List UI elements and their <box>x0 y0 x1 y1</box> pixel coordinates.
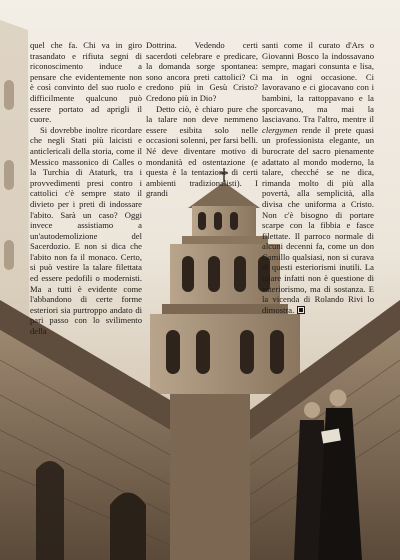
paragraph: Si dovrebbe inoltre ricordare che negli Stati più laicisti e anticlericali della storia, come il Messico massonico di Calles o la Turchia di Ataturk, tra i provvedimenti presi contro i cattolici c'è sempre stato il divieto per i preti di indossare l'abito. Sarà un caso? Oggi invece assistiamo a un'autodemolizione del Sacerdozio. E non si dica che l'abito non fa il monaco. Certo, si può vestire la talare filettata ed essere pedofili o modernisti. Ma a tutti è evidente come l'abbandono di certe forme esteriori sia purtroppo andato di pari passo con lo svilimento della <box>30 124 142 337</box>
italic-term: clergymen <box>262 124 298 135</box>
paragraph: Dottrina. Vedendo certi sacerdoti celebrare e predicare, la domanda sorge spontanea: sono ancora preti cattolici? Ci credono più in Gesù Cristo? Credono più in Dio? <box>146 40 258 103</box>
paragraph: Detto ciò, è chiaro pure che la talare non deve nemmeno essere esibita solo nelle occasioni solenni, per farsi belli. Né deve diventare motivo di mondanità ed ostentazione (e questa è la tentazione di certi ambienti tradizionalisti). I grandi <box>146 103 258 199</box>
text-column-2 <box>146 40 258 199</box>
text-run: rende il prete quasi un professionista elegante, un burocrate del sacro pienamente adattato al mondo moderno, la talare, checché se ne dica, rimanda molto di più alla povertà, alla semplicità, alla divisa che uniforma a Cristo. Non c'è bisogno di portare scarpe con la fibbia e fasce filettate. Il parroco normale di alcuni decenni fa, come un don Camillo qualsiasi, non si curava di questi esteriorismi inutili. La talare infatti non è questione di esteriorismo, ma di sostanza. E la vicenda di Rolando Rivi lo dimostra. <box>262 124 374 315</box>
paragraph: quel che fa. Chi va in giro trasandato e rifiuta segni di riconoscimento induce a pensare che evidentemente non è così convinto del suo ruolo e difficilmente qualcuno può essere portato ad aprigli il cuore. <box>30 40 142 125</box>
text-column-3 <box>262 40 374 315</box>
text-run: santi come il curato d'Ars o Giovanni Bosco la indossavano sempre, magari consunta e lisa, ma in ogni occasione. Ci lavoravano e ci giocavano con i bambini, la rattoppavano e la sporcavano, ma mai la lasciavano. Tra l'altro, mentre il <box>262 40 374 125</box>
paragraph <box>262 40 374 315</box>
text-column-1 <box>30 40 142 337</box>
end-of-article-mark <box>297 306 305 314</box>
